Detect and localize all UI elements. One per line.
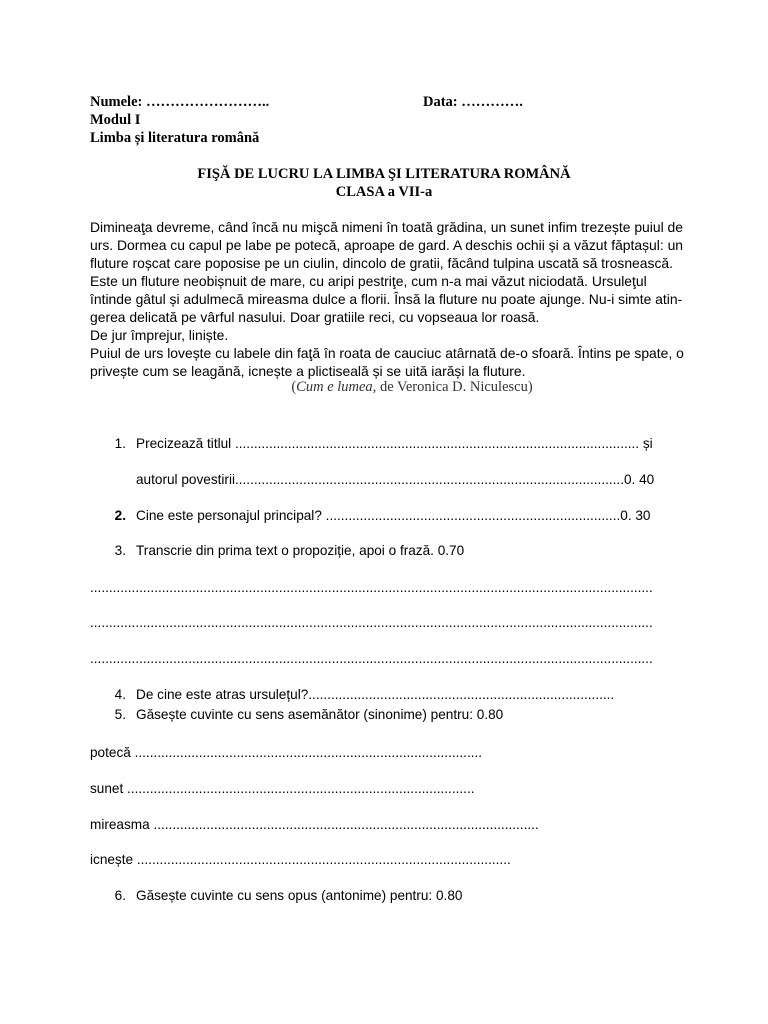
- answer-line: .....................................................................................................................................................: [90, 651, 653, 666]
- citation-work: Cum e lumea,: [296, 379, 377, 395]
- synonym-item-poteca: potecă ............................................................................................: [90, 745, 483, 760]
- answer-line: .....................................................................................................................................................: [90, 615, 653, 630]
- module-label: Modul I: [90, 112, 141, 128]
- passage-line: gerea delicată pe vârful nasului. Doar gratiile reci, cu vopseaua lor roasă.: [90, 309, 540, 325]
- question-6-number: 6.: [114, 888, 126, 903]
- reading-passage: [90, 218, 684, 380]
- synonym-item-icneste: icnește ...................................................................................................: [90, 852, 511, 867]
- question-3-text: Transcrie din prima text o propoziție, apoi o frază. 0.70: [136, 543, 465, 558]
- question-5-text: Găsește cuvinte cu sens asemănător (sinonime) pentru: 0.80: [136, 707, 504, 722]
- passage-line: Puiul de urs lovește cu labele din faţă în roata de cauciuc atârnată de-o sfoară. Întins pe spate, o: [90, 345, 684, 361]
- name-field: Numele: ……………………..: [90, 94, 270, 110]
- passage-line: Dimineaţa devreme, când încă nu mişcă nimeni în toată grădina, un sunet infim trezește puiul de: [90, 219, 683, 235]
- passage-line: De jur împrejur, liniște.: [90, 327, 229, 343]
- passage-line: urs. Dormea cu capul pe labe pe potecă, aproape de gard. A deschis ochii și a văzut făptașul: un: [90, 237, 684, 253]
- synonym-item-mireasma: mireasma ......................................................................................................: [90, 817, 539, 832]
- passage-line: privește cum se leagănă, icnește a plictiseală și se uită iarăși la fluture.: [90, 363, 526, 379]
- question-1-text: Precizează titlul ........................................................................................................... și: [136, 436, 653, 451]
- question-1-continuation: autorul povestirii.......................................................................................................0. 40: [136, 472, 655, 487]
- passage-citation: (Cum e lumea, de Veronica D. Niculescu): [291, 379, 533, 395]
- class-title: CLASA a VII-a: [335, 184, 433, 200]
- worksheet-title: FIŞĂ DE LUCRU LA LIMBA ŞI LITERATURA ROMÂNĂ: [197, 166, 571, 182]
- date-field: Data: ………….: [423, 94, 523, 110]
- question-5-number: 5.: [114, 707, 126, 722]
- passage-line: fluture roșcat care poposise pe un ciulin, dincolo de gratii, făcând tulpina uscată să trosnească.: [90, 255, 673, 271]
- passage-line: Este un fluture neobișnuit de mare, cu aripi pestriţe, cum n-a mai văzut niciodată. Ursuleţul: [90, 273, 647, 289]
- synonym-item-sunet: sunet ............................................................................................: [90, 781, 475, 796]
- answer-line: .....................................................................................................................................................: [90, 580, 653, 595]
- question-2-number: 2.: [114, 508, 126, 523]
- subject-label: Limba și literatura română: [90, 130, 260, 146]
- question-1-number: 1.: [114, 436, 126, 451]
- passage-line: întinde gâtul și adulmecă mireasma dulce a florii. Însă la fluture nu poate ajunge. Nu-i simte atin-: [90, 291, 683, 307]
- question-6-text: Găsește cuvinte cu sens opus (antonime) pentru: 0.80: [136, 888, 463, 903]
- question-2-text: Cine este personajul principal? ..............................................................................0. 30: [136, 508, 651, 523]
- question-4-number: 4.: [114, 687, 126, 702]
- question-3-number: 3.: [114, 543, 126, 558]
- question-4-text: De cine este atras ursulețul?.................................................................................: [136, 687, 615, 702]
